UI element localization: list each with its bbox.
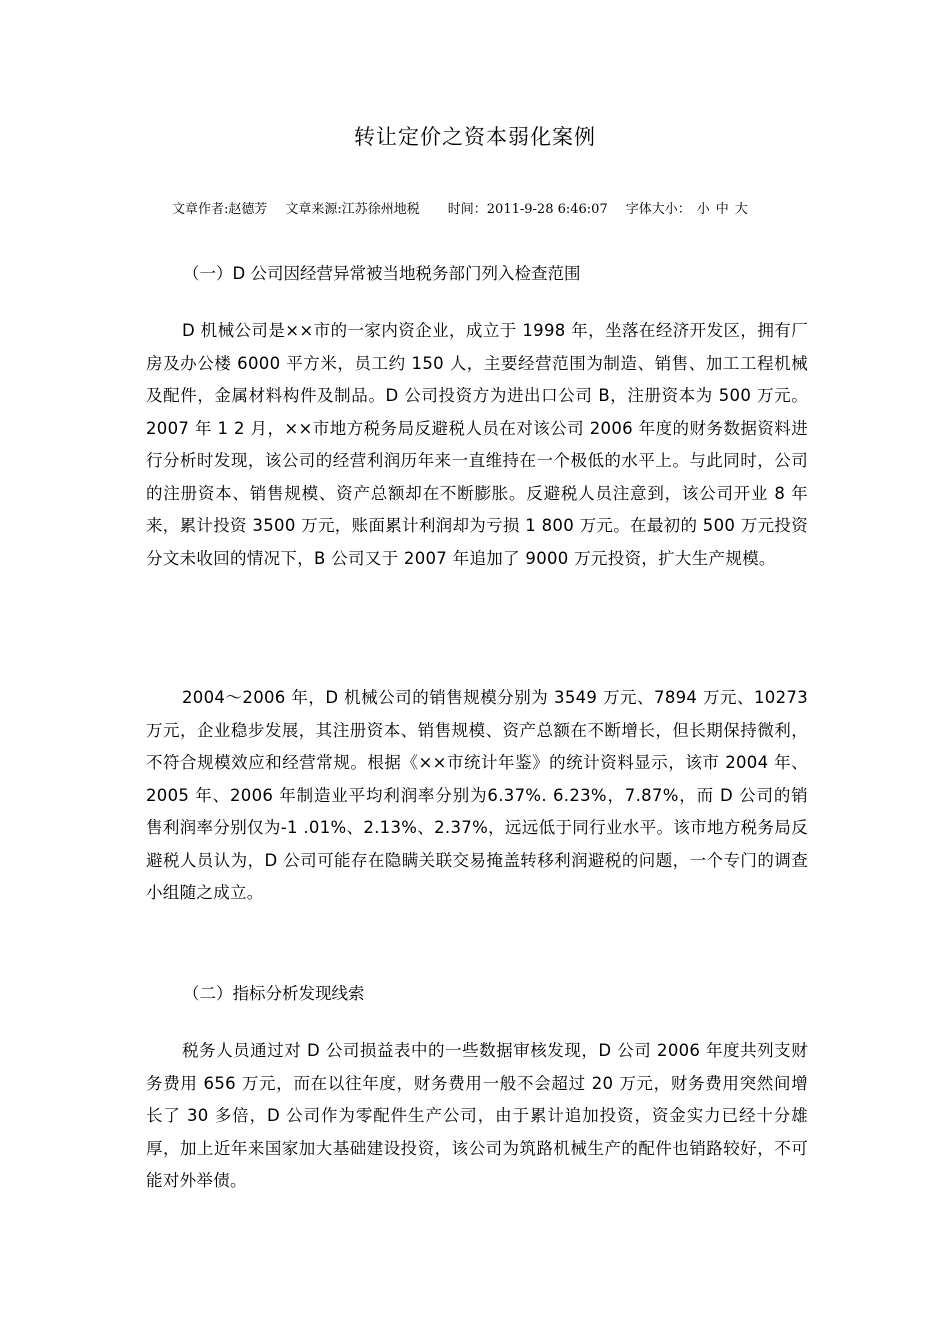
- author-label: 文章作者:赵德芳: [172, 202, 268, 217]
- section-heading: （一）D 公司因经营异常被当地税务部门列入检查范围: [183, 264, 581, 283]
- body-paragraph: 2004～2006 年，D 机械公司的销售规模分别为 3549 万元、7894 万元、10273 万元，企业稳步发展，其注册资本、销售规模、资产总额在不断增长，但长期保持微利，不符合规模效应和经营常规。根据《××市统计年鉴》的统计资料显示，该市 2004 年、2005 年、2006 年制造业平均利润率分别为6.37%. 6.23%，7.87%，而 D 公司的销售利润率分别仅为-1 .01%、2.13%、2.37%，远远低于同行业水平。该市地方税务局反避税人员认为，D 公司可能存在隐瞒关联交易掩盖转移利润避税的问题，一个专门的调查小组随之成立。: [146, 688, 808, 902]
- font-size-large-link[interactable]: 大: [734, 202, 748, 217]
- section-heading: （二）指标分析发现线索: [183, 984, 365, 1003]
- article-meta: [172, 200, 748, 220]
- body-paragraph: 税务人员通过对 D 公司损益表中的一些数据审核发现，D 公司 2006 年度共列支财务费用 656 万元，而在以往年度，财务费用一般不会超过 20 万元，财务费用突然间增长了 30 多倍，D 公司作为零配件生产公司，由于累计追加投资，资金实力已经十分雄厚，加上近年来国家加大基础建设投资，该公司为筑路机械生产的配件也销路较好，不可能对外举债。: [146, 1041, 808, 1190]
- font-size-medium-link[interactable]: 中: [715, 202, 729, 217]
- font-size-label: 字体大小：: [625, 202, 691, 217]
- font-size-small-link[interactable]: 小: [696, 202, 710, 217]
- body-paragraph: D 机械公司是××市的一家内资企业，成立于 1998 年，坐落在经济开发区，拥有厂房及办公楼 6000 平方米，员工约 150 人，主要经营范围为制造、销售、加工工程机械及配件，金属材料构件及制品。D 公司投资方为进出口公司 B，注册资本为 500 万元。2007 年 1 2 月，××市地方税务局反避税人员在对该公司 2006 年度的财务数据资料进行分析时发现，该公司的经营利润历年来一直维持在一个极低的水平上。与此同时，公司的注册资本、销售规模、资产总额却在不断膨胀。反避税人员注意到，该公司开业 8 年来，累计投资 3500 万元，账面累计利润却为亏损 1 800 万元。在最初的 500 万元投资分文未收回的情况下，B 公司又于 2007 年追加了 9000 万元投资，扩大生产规模。: [146, 321, 808, 568]
- article-title: 转让定价之资本弱化案例: [354, 125, 596, 149]
- publish-time: 时间：2011-9-28 6:46:07: [447, 202, 608, 217]
- source-label: 文章来源:江苏徐州地税: [285, 202, 420, 217]
